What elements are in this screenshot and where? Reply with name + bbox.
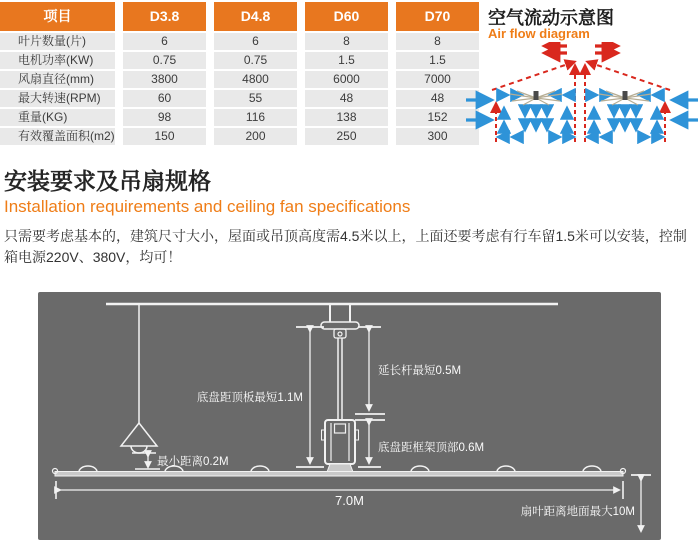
dim-label-blade-to-ground: 扇叶距离地面最大10M (520, 506, 635, 518)
spec-cell: 250 (305, 128, 388, 145)
dim-label-chassis-to-frame: 底盘距框架顶部0.6M (378, 442, 485, 454)
spec-row-label: 风扇直径(mm) (0, 71, 115, 88)
spec-cell: 8 (396, 33, 479, 50)
spec-cell: 1.5 (396, 52, 479, 69)
spec-cell: 152 (396, 109, 479, 126)
spec-row-label: 电机功率(KW) (0, 52, 115, 69)
installation-diagram (38, 292, 661, 540)
spec-cell: 48 (305, 90, 388, 107)
spec-cell: 150 (123, 128, 206, 145)
spec-row-label: 重量(KG) (0, 109, 115, 126)
spec-cell: 6 (214, 33, 297, 50)
spec-table-header-cell: D3.8 (123, 2, 206, 31)
spec-cell: 48 (396, 90, 479, 107)
spec-cell: 6000 (305, 71, 388, 88)
airflow-title: 空气流动示意图 (488, 8, 614, 28)
spec-cell: 55 (214, 90, 297, 107)
spec-cell: 200 (214, 128, 297, 145)
spec-cell: 4800 (214, 71, 297, 88)
spec-row-label: 有效覆盖面积(m2) (0, 128, 115, 145)
spec-row-label: 最大转速(RPM) (0, 90, 115, 107)
airflow-diagram-graphic (464, 42, 700, 162)
spec-table-header-cell: D4.8 (214, 2, 297, 31)
spec-cell: 0.75 (214, 52, 297, 69)
dim-label-fan-width: 7.0M (335, 493, 364, 508)
airflow-subtitle: Air flow diagram (488, 26, 590, 41)
spec-table-header-cell: 项目 (0, 2, 115, 31)
spec-row-label: 叶片数量(片) (0, 33, 115, 50)
spec-cell: 300 (396, 128, 479, 145)
airflow-section (464, 4, 700, 164)
spec-cell: 98 (123, 109, 206, 126)
spec-cell: 138 (305, 109, 388, 126)
spec-cell: 7000 (396, 71, 479, 88)
dim-label-chassis-to-ceiling: 底盘距顶板最短1.1M (196, 392, 303, 404)
fan-icon (510, 91, 651, 105)
section-title: 安装要求及吊扇规格 (4, 168, 211, 194)
spec-cell: 0.75 (123, 52, 206, 69)
spec-cell: 6 (123, 33, 206, 50)
spec-table-header-cell: D60 (305, 2, 388, 31)
spec-cell: 60 (123, 90, 206, 107)
dim-label-extension-rod: 延长杆最短0.5M (378, 365, 462, 377)
section-subtitle: Installation requirements and ceiling fan specifications (4, 197, 411, 216)
spec-cell: 8 (305, 33, 388, 50)
spec-table-header-cell: D70 (396, 2, 479, 31)
spec-cell: 3800 (123, 71, 206, 88)
spec-cell: 1.5 (305, 52, 388, 69)
section-body-text: 只需要考虑基本的，建筑尺寸大小，屋面或吊顶高度需4.5米以上，上面还要考虑有行车留1.5米可以安装，控制箱电源220V、380V，均可！ (4, 228, 687, 265)
dim-label-min-distance: 最小距离0.2M (157, 456, 229, 468)
spec-table (0, 2, 479, 145)
spec-cell: 116 (214, 109, 297, 126)
